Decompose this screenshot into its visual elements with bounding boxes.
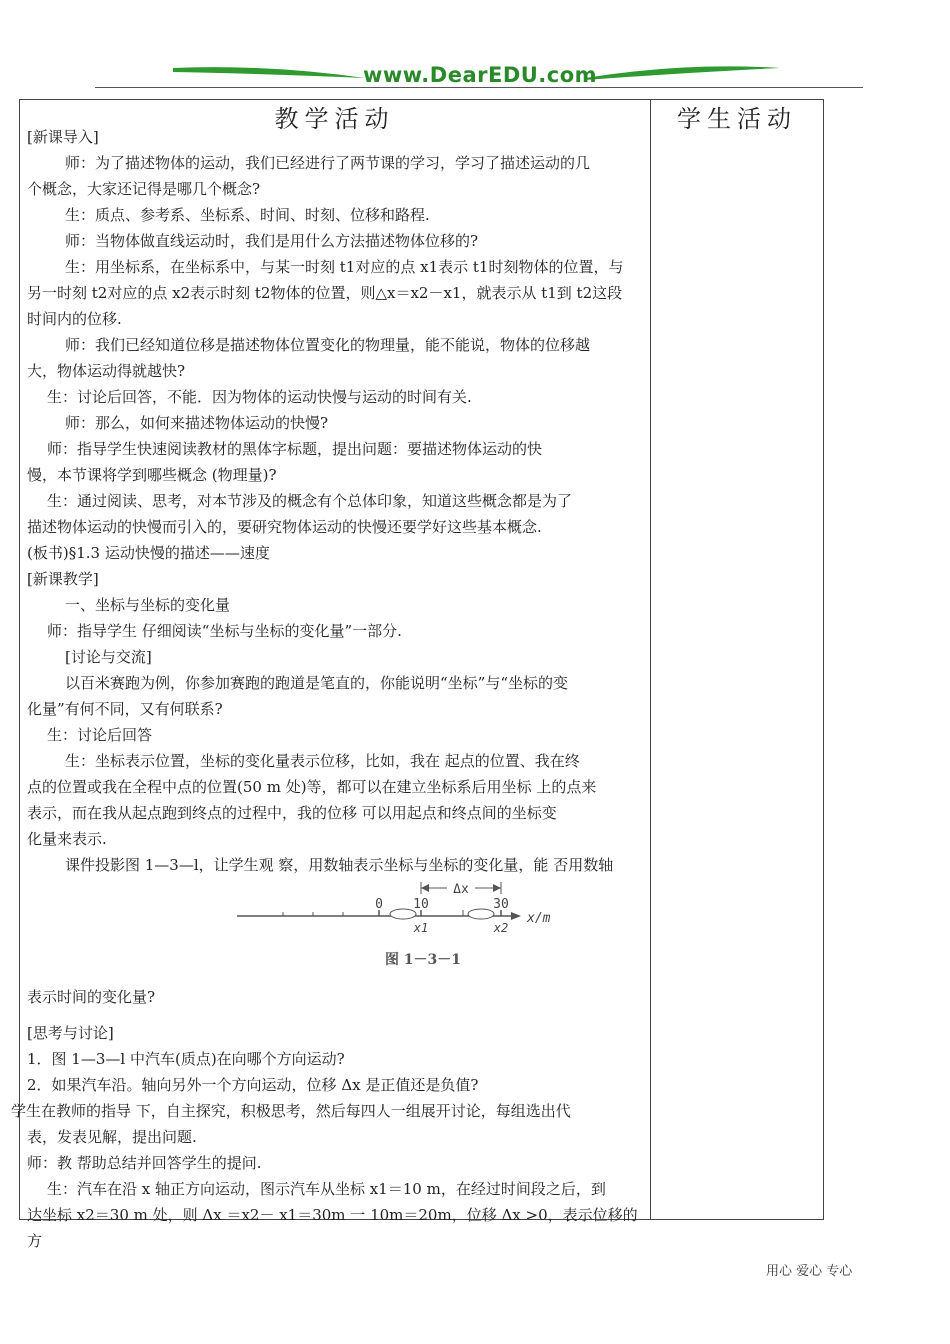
section-heading: [思考与讨论] [27, 1024, 114, 1042]
dialogue-line: 化量”有何不同，又有何联系? [27, 700, 223, 718]
teaching-activity-heading: 教学活动 [274, 105, 395, 133]
dialogue-line: 另一时刻 t2对应的点 x2表示时刻 t2物体的位置，则△x＝x2－x1，就表示从 t1到 t2这段 [27, 284, 623, 302]
dialogue-line: 师：为了描述物体的运动，我们已经进行了两节课的学习，学习了描述运动的几 [65, 154, 591, 172]
axis-label: x/m [527, 911, 551, 926]
point-label-x2: x2 [493, 921, 509, 935]
dialogue-line: 表，发表见解，提出问题. [27, 1128, 197, 1146]
page-footer: 用心 爱心 专心 [766, 1264, 853, 1279]
column-divider [650, 99, 651, 1220]
dialogue-line: 描述物体运动的快慢而引入的，要研究物体运动的快慢还要学好这些基本概念. [27, 518, 542, 536]
section-heading: [讨论与交流] [65, 648, 152, 666]
dialogue-line: 达坐标 x2＝30 m 处，则 Δx ＝x2－ x1＝30m 一 10m＝20m，位移 Δx >0，表示位移的方 [27, 1206, 638, 1250]
dialogue-line: 点的位置或我在全程中点的位置(50 m 处)等，都可以在建立坐标系后用坐标 上的点来 [27, 778, 597, 796]
tick-label-0: 0 [375, 897, 383, 912]
section-heading: [新课导入] [27, 128, 99, 146]
dialogue-line: 师：指导学生 仔细阅读“坐标与坐标的变化量”一部分. [47, 622, 402, 640]
point-label-x1: x1 [413, 921, 429, 935]
dialogue-line: 生：讨论后回答 [47, 726, 153, 744]
dialogue-line: 时间内的位移. [27, 310, 122, 328]
teaching-content [11, 124, 644, 1254]
tick-label-30: 30 [493, 897, 509, 912]
header-rule [95, 87, 863, 88]
blackboard-line: (板书)§1.3 运动快慢的描述——速度 [27, 544, 270, 562]
dialogue-line: 慢，本节课将学到哪些概念 (物理量)? [27, 466, 277, 484]
section-heading: [新课教学] [27, 570, 99, 588]
dialogue-line: 师：指导学生快速阅读教材的黑体字标题，提出问题：要描述物体运动的快 [47, 440, 543, 458]
student-activity-heading: 学生活动 [677, 105, 797, 133]
dialogue-line: 生：用坐标系，在坐标系中，与某一时刻 t1对应的点 x1表示 t1时刻物体的位置，与 [65, 258, 624, 276]
dialogue-line: 表示时间的变化量? [27, 988, 156, 1006]
dialogue-line: 生：质点、参考系、坐标系、时间、时刻、位移和路程. [65, 206, 430, 224]
dialogue-line: 生：通过阅读、思考，对本节涉及的概念有个总体印象，知道这些概念都是为了 [47, 492, 573, 510]
site-logo-text[interactable]: www.DearEDU.com [362, 63, 598, 87]
dialogue-line: 表示，而在我从起点跑到终点的过程中，我的位移 可以用起点和终点间的坐标变 [27, 804, 557, 822]
dialogue-line: 个概念，大家还记得是哪几个概念? [27, 180, 261, 198]
dialogue-line: 生：坐标表示位置，坐标的变化量表示位移，比如，我在 起点的位置、我在终 [65, 752, 580, 770]
dialogue-line: 大，物体运动得就越快? [27, 362, 186, 380]
figure-caption: 图 1－3－1 [384, 952, 462, 968]
dialogue-line: 生：汽车在沿 x 轴正方向运动，图示汽车从坐标 x1＝10 m，在经过时间段之后，到 [47, 1180, 606, 1198]
figure-1-3-1 [27, 878, 644, 984]
delta-x-label: Δx [453, 882, 469, 897]
question-item: 1．图 1—3—l 中汽车(质点)在向哪个方向运动? [27, 1050, 345, 1068]
dialogue-line: 学生在教师的指导 下，自主探究，积极思考，然后每四人一组展开讨论，每组选出代 [11, 1102, 571, 1120]
dialogue-line: 师：我们已经知道位移是描述物体位置变化的物理量，能不能说，物体的位移越 [65, 336, 591, 354]
tick-label-10: 10 [413, 897, 429, 912]
number-axis-diagram [237, 882, 577, 982]
dialogue-line: 化量来表示. [27, 830, 107, 848]
question-item: 2．如果汽车沿。轴向另外一个方向运动，位移 Δx 是正值还是负值? [27, 1076, 479, 1094]
dialogue-line: 以百米赛跑为例，你参加赛跑的跑道是笔直的，你能说明“坐标”与“坐标的变 [65, 674, 569, 692]
dialogue-line: 生：讨论后回答，不能．因为物体的运动快慢与运动的时间有关. [47, 388, 472, 406]
dialogue-line: 师：当物体做直线运动时，我们是用什么方法描述物体位移的? [65, 232, 479, 250]
dialogue-line: 师：那么，如何来描述物体运动的快慢? [65, 414, 329, 432]
dialogue-line: 师：教 帮助总结并回答学生的提问. [27, 1154, 262, 1172]
dialogue-line: 课件投影图 1—3—l，让学生观 察，用数轴表示坐标与坐标的变化量，能 否用数轴 [65, 856, 614, 874]
subsection-heading: 一、坐标与坐标的变化量 [65, 596, 231, 614]
